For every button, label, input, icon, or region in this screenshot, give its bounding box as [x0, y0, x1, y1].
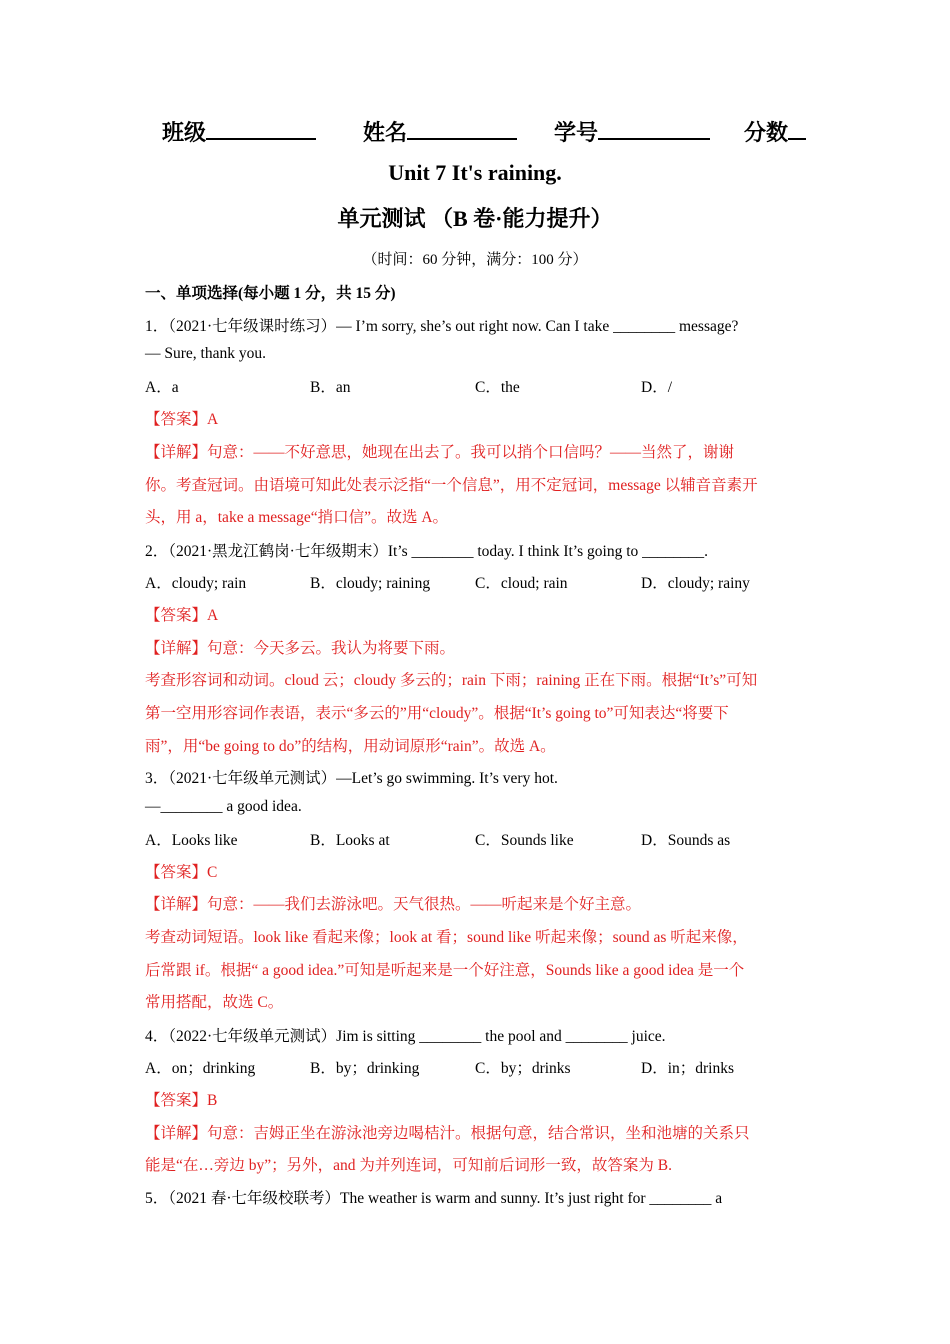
question-3-explain-line: 后常跟 if。根据“ a good idea.”可知是听起来是一个好注意，Sounds like a good idea 是一个: [145, 962, 745, 979]
test-title: 单元测试 （B 卷·能力提升）: [337, 206, 613, 231]
question-4-answer: 【答案】B: [145, 1092, 218, 1109]
section-heading: 一、单项选择(每小题 1 分，共 15 分): [145, 285, 396, 302]
question-4-explain-line: 【详解】句意：吉姆正坐在游泳池旁边喝桔汁。根据句意，结合常识，坐和池塘的关系只: [145, 1125, 750, 1142]
question-3-answer: 【答案】C: [145, 864, 218, 881]
id-label: 学号: [554, 120, 599, 145]
question-5-stem: 5．（2021 春·七年级校联考）The weather is warm and sunny. It’s just right for ________ a: [145, 1190, 723, 1207]
question-3-explain-line: 考查动词短语。look like 看起来像；look at 看；sound like 听起来像；sound as 听起来像，: [145, 929, 748, 946]
question-3-option-a: A．Looks like: [145, 832, 238, 849]
id-field: [554, 116, 710, 147]
question-2-option-b: B．cloudy; raining: [310, 575, 431, 592]
question-1-explain-line: 头，用 a，take a message“捎口信”。故选 A。: [145, 509, 449, 526]
score-field: [744, 116, 806, 147]
question-3-option-b: B．Looks at: [310, 832, 390, 849]
name-label: 姓名: [363, 120, 408, 145]
question-1-option-d: D．/: [641, 379, 673, 396]
question-2-answer: 【答案】A: [145, 607, 219, 624]
id-blank: [598, 116, 710, 140]
question-1-explain-line: 【详解】句意：——不好意思，她现在出去了。我可以捎个口信吗？——当然了，谢谢: [145, 444, 735, 461]
question-2-explain-line: 【详解】句意：今天多云。我认为将要下雨。: [145, 640, 456, 657]
question-4-stem: 4．（2022·七年级单元测试）Jim is sitting ________ the pool and ________ juice.: [145, 1028, 666, 1045]
question-2-option-d: D．cloudy; rainy: [641, 575, 750, 592]
class-label: 班级: [162, 120, 207, 145]
question-2-explain-line: 雨”，用“be going to do”的结构，用动词原形“rain”。故选 A。: [145, 738, 556, 755]
score-blank: [788, 116, 806, 140]
question-1-option-c: C．the: [475, 379, 520, 396]
question-2-explain-line: 第一空用形容词作表语，表示“多云的”用“cloudy”。根据“It’s going to”可知表达“将要下: [145, 705, 729, 722]
name-field: [363, 116, 517, 147]
question-1-stem-reply: — Sure, thank you.: [145, 345, 266, 362]
question-4-option-d: D．in；drinks: [641, 1060, 735, 1077]
question-3-option-c: C．Sounds like: [475, 832, 574, 849]
question-2-stem: 2．（2021·黑龙江鹤岗·七年级期末）It’s ________ today. I think It’s going to ________.: [145, 543, 709, 560]
name-blank: [407, 116, 517, 140]
question-3-explain-line: 常用搭配，故选 C。: [145, 994, 284, 1011]
question-3-stem: 3．（2021·七年级单元测试）—Let’s go swimming. It’s very hot.: [145, 770, 558, 787]
question-1-explain-line: 你。考查冠词。由语境可知此处表示泛指“一个信息”，用不定冠词，message 以辅音音素开: [145, 477, 758, 494]
question-1-stem: 1．（2021·七年级课时练习）— I’m sorry, she’s out right now. Can I take ________ message?: [145, 318, 739, 335]
unit-title: Unit 7 It's raining.: [388, 160, 562, 185]
question-1-option-b: B．an: [310, 379, 351, 396]
question-3-stem-reply: —________ a good idea.: [145, 798, 302, 815]
question-1-option-a: A．a: [145, 379, 179, 396]
question-4-option-c: C．by；drinks: [475, 1060, 571, 1077]
question-4-explain-line: 能是“在…旁边 by”；另外，and 为并列连词，可知前后词形一致，故答案为 B.: [145, 1157, 672, 1174]
question-2-option-a: A．cloudy; rain: [145, 575, 247, 592]
question-4-option-b: B．by；drinking: [310, 1060, 420, 1077]
question-2-option-c: C．cloud; rain: [475, 575, 568, 592]
question-1-answer: 【答案】A: [145, 411, 219, 428]
class-blank: [206, 116, 316, 140]
score-label: 分数: [744, 120, 789, 145]
question-3-explain-line: 【详解】句意：——我们去游泳吧。天气很热。——听起来是个好主意。: [145, 896, 642, 913]
test-info: （时间：60 分钟，满分：100 分）: [362, 252, 588, 268]
question-4-option-a: A．on；drinking: [145, 1060, 256, 1077]
question-3-option-d: D．Sounds as: [641, 832, 731, 849]
class-field: [162, 116, 316, 147]
question-2-explain-line: 考查形容词和动词。cloud 云；cloudy 多云的；rain 下雨；raining 正在下雨。根据“It’s”可知: [145, 672, 758, 689]
